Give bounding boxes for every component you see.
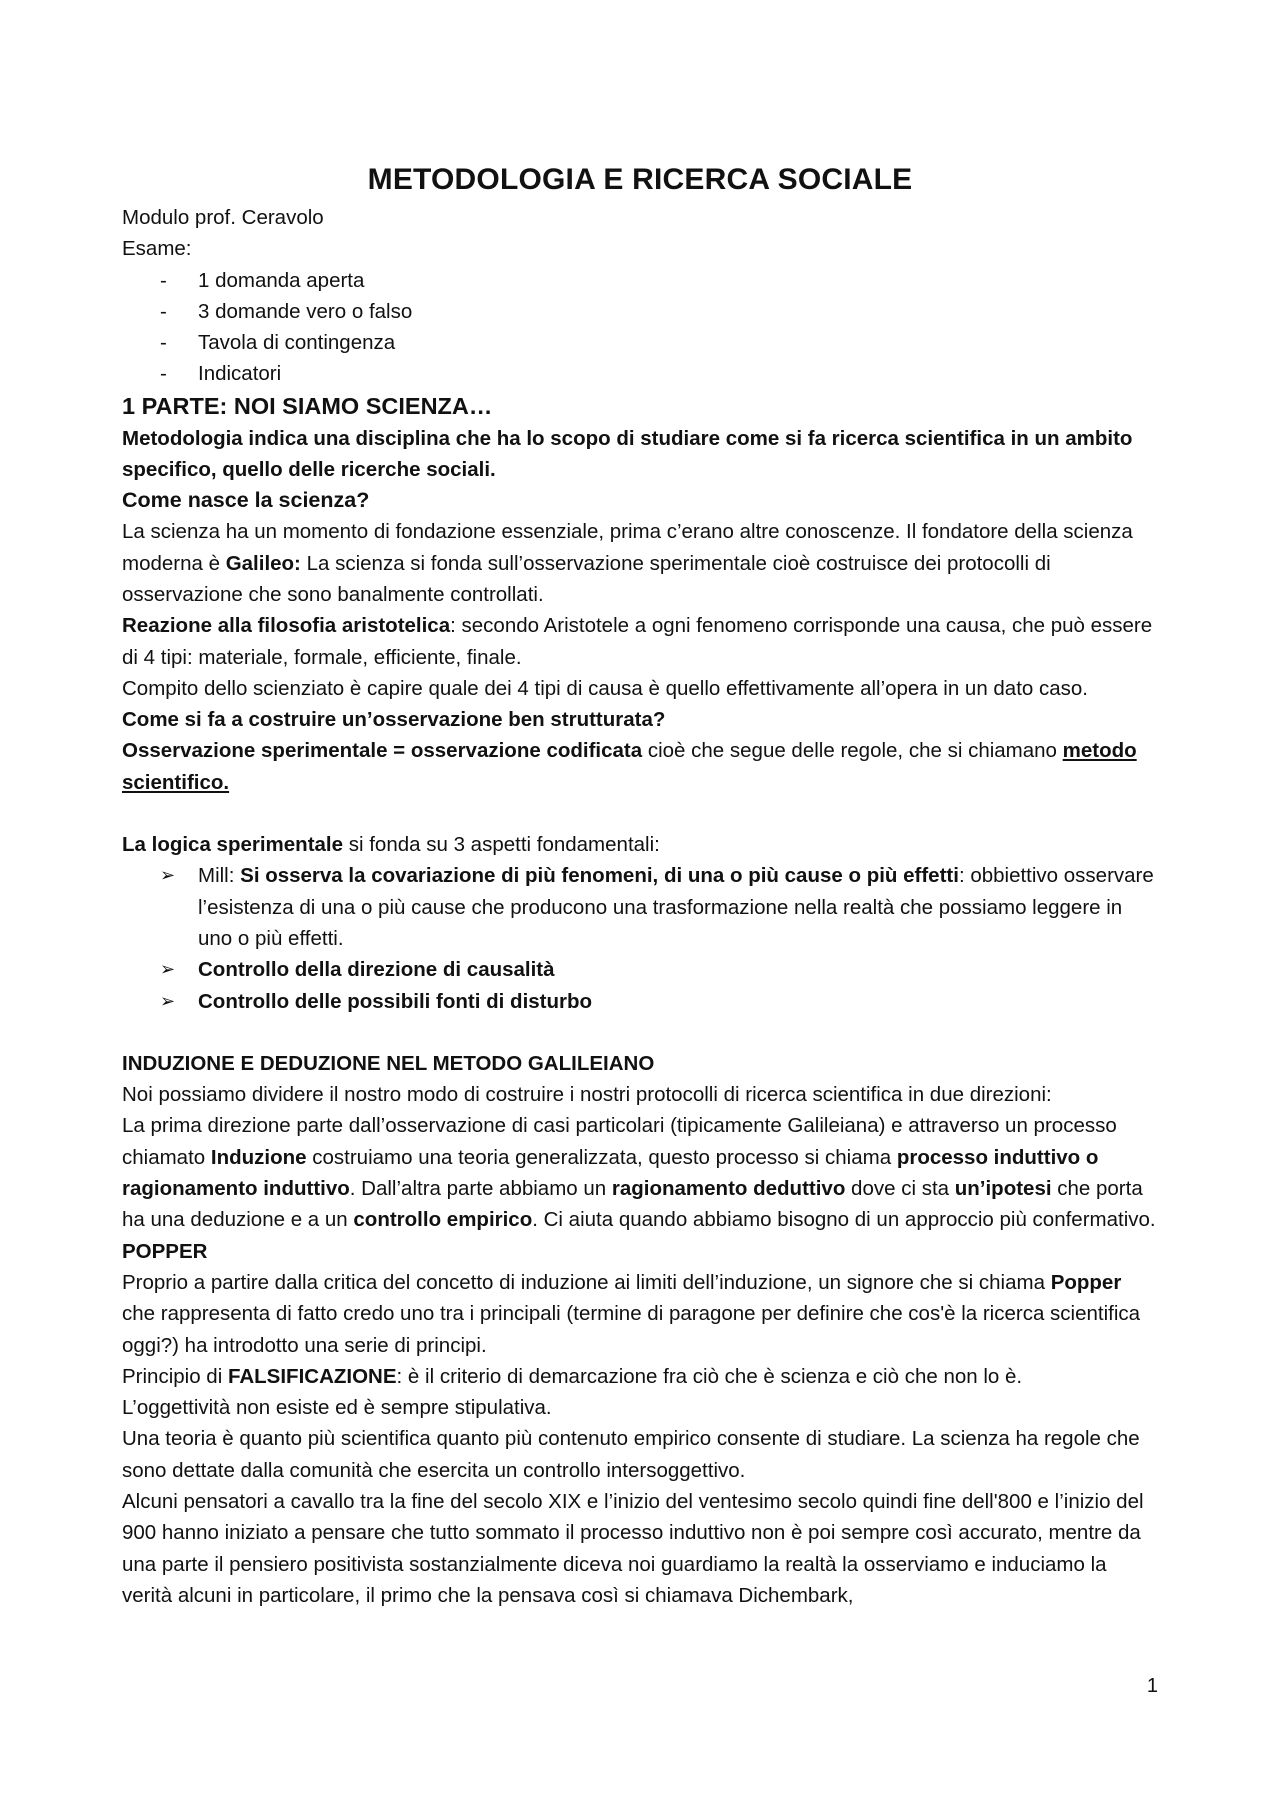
- list-item: - 3 domande vero o falso: [160, 296, 1158, 327]
- nasce-question: Come si fa a costruire un’osservazione ben strutturata?: [122, 708, 666, 732]
- dash-marker: -: [160, 362, 167, 386]
- popper-paragraph-1: Proprio a partire dalla critica del concetto di induzione ai limiti dell’induzione, un signore che si chiama Popper che rappresenta di fatto credo uno tra i principali (termine di paragone per definire che cos'è la ricerca scientifica oggi?) ha introdotto una serie di principi.: [122, 1270, 1141, 1357]
- arrow-bullet-icon: ➢: [160, 990, 176, 1011]
- list-item: - Tavola di contingenza: [160, 327, 1158, 358]
- nasce-paragraph-2: Reazione alla filosofia aristotelica: secondo Aristotele a ogni fenomeno corrisponde una causa, che può essere di 4 tipi: materiale, formale, efficiente, finale.: [122, 614, 1153, 669]
- logica-intro: La logica sperimentale si fonda su 3 aspetti fondamentali:: [122, 833, 660, 857]
- part1-intro: Metodologia indica una disciplina che ha lo scopo di studiare come si fa ricerca scientifica in un ambito specifico, quello delle ricerche sociali.: [122, 426, 1133, 482]
- dash-marker: -: [160, 299, 167, 323]
- induzione-heading: INDUZIONE E DEDUZIONE NEL METODO GALILEIANO: [122, 1051, 655, 1075]
- blank-line: [122, 798, 1158, 829]
- popper-paragraph-3: L’oggettività non esiste ed è sempre stipulativa.: [122, 1396, 552, 1420]
- induzione-paragraph-2: La prima direzione parte dall’osservazione di casi particolari (tipicamente Galileiana) e attraverso un processo chiamato Induzione costruiamo una teoria generalizzata, questo processo si chiama processo induttivo o ragionamento induttivo. Dall’altra parte abbiamo un ragionamento deduttivo dove ci sta un’ipotesi che porta ha una deduzione e a un controllo empirico. Ci aiuta quando abbiamo bisogno di un approccio più confermativo.: [122, 1114, 1156, 1232]
- arrow-bullet-icon: ➢: [160, 959, 176, 980]
- arrow-bullet-icon: ➢: [160, 865, 176, 886]
- nasce-paragraph-5: Osservazione sperimentale = osservazione codificata cioè che segue delle regole, che si chiamano metodo scientifico.: [122, 739, 1137, 794]
- dash-marker: -: [160, 331, 167, 355]
- page-number: 1: [1146, 1675, 1158, 1697]
- exam-list: [122, 265, 1158, 390]
- page-title: METODOLOGIA E RICERCA SOCIALE: [367, 163, 913, 196]
- popper-paragraph-4: Una teoria è quanto più scientifica quanto più contenuto empirico consente di studiare. La scienza ha regole che sono dettate dalla comunità che esercita un controllo intersoggettivo.: [122, 1427, 1140, 1482]
- blank-line: [122, 1017, 1158, 1048]
- list-item: - Indicatori: [160, 358, 1158, 389]
- nasce-paragraph-1: La scienza ha un momento di fondazione essenziale, prima c’erano altre conoscenze. Il fondatore della scienza moderna è Galileo: La scienza si fonda sull’osservazione sperimentale cioè costruisce dei protocolli di osservazione che sono banalmente controllati.: [122, 520, 1133, 606]
- esame-label: Esame:: [122, 237, 192, 261]
- logica-list: [122, 860, 1158, 1016]
- popper-heading: POPPER: [122, 1239, 208, 1263]
- nasce-heading: Come nasce la scienza?: [122, 488, 370, 513]
- induzione-paragraph-1: Noi possiamo dividere il nostro modo di costruire i nostri protocolli di ricerca scientifica in due direzioni:: [122, 1083, 1052, 1107]
- popper-paragraph-2: Principio di FALSIFICAZIONE: è il criterio di demarcazione fra ciò che è scienza e ciò che non lo è.: [122, 1364, 1023, 1388]
- list-item: ➢ Controllo della direzione di causalità: [160, 954, 1158, 985]
- nasce-paragraph-3: Compito dello scienziato è capire quale dei 4 tipi di causa è quello effettivamente all’opera in un dato caso.: [122, 676, 1089, 700]
- list-item: ➢ Controllo delle possibili fonti di disturbo: [160, 986, 1158, 1017]
- list-item: ➢ Mill: Si osserva la covariazione di più fenomeni, di una o più cause o più effetti: obbiettivo osservare l’esistenza di una o più cause che producono una trasformazione nella realtà che possiamo leggere in uno o più effetti.: [160, 860, 1158, 954]
- popper-paragraph-5: Alcuni pensatori a cavallo tra la fine del secolo XIX e l’inizio del ventesimo secolo quindi fine dell'800 e l’inizio del 900 hanno iniziato a pensare che tutto sommato il processo induttivo non è poi sempre così accurato, mentre da una parte il pensiero positivista sostanzialmente diceva noi guardiamo la realtà la osserviamo e induciamo la verità alcuni in particolare, il primo che la pensava così si chiamava Dichembark,: [122, 1489, 1144, 1607]
- modulo-line: Modulo prof. Ceravolo: [122, 206, 324, 229]
- dash-marker: -: [160, 268, 167, 292]
- list-item: - 1 domanda aperta: [160, 265, 1158, 296]
- part1-heading: 1 PARTE: NOI SIAMO SCIENZA…: [122, 392, 493, 419]
